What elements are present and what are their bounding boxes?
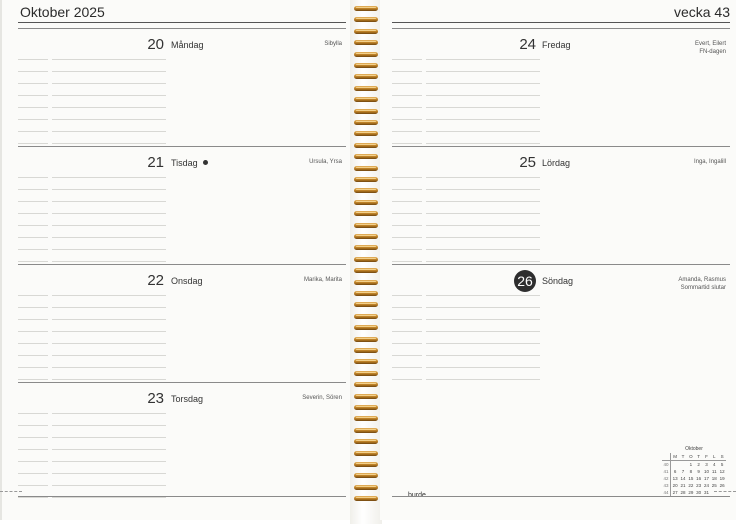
spiral-coil xyxy=(354,86,378,91)
name-day xyxy=(695,40,726,56)
mini-calendar-weekdays xyxy=(662,453,726,461)
day-block-tuesday[interactable] xyxy=(18,146,346,265)
spiral-coil xyxy=(354,143,378,148)
holiday-text: FN-dagen xyxy=(699,49,726,55)
week-column-header xyxy=(662,453,671,461)
writing-lines[interactable] xyxy=(392,166,540,262)
week-title: vecka 43 xyxy=(673,4,730,20)
week-number: 41 xyxy=(662,468,671,475)
date-cell: 1 xyxy=(689,462,693,467)
date-cell: 5 xyxy=(720,462,724,467)
spiral-coil xyxy=(354,188,378,193)
spiral-coil xyxy=(354,394,378,399)
spiral-coil xyxy=(354,234,378,239)
week-number: 43 xyxy=(662,482,671,489)
date-cell: 30 xyxy=(696,490,702,495)
weekday-label: M xyxy=(671,453,680,461)
spiral-coil xyxy=(354,439,378,444)
day-name: Söndag xyxy=(542,276,574,286)
date-cell xyxy=(679,461,687,469)
day-name: Tisdag xyxy=(171,158,198,168)
spiral-coil xyxy=(354,131,378,136)
day-block-sunday[interactable] xyxy=(392,264,730,383)
week-number: 42 xyxy=(662,475,671,482)
name-day-text: Severin, Sören xyxy=(302,395,342,401)
writing-lines[interactable] xyxy=(18,48,166,144)
date-cell: 8 xyxy=(689,469,693,474)
spiral-coil xyxy=(354,314,378,319)
spiral-coil xyxy=(354,280,378,285)
full-moon-icon xyxy=(203,160,208,165)
date-cell: 4 xyxy=(712,462,716,467)
date-cell: 22 xyxy=(688,483,694,488)
right-page xyxy=(380,0,736,520)
day-divider xyxy=(18,382,346,383)
date-cell: 27 xyxy=(672,490,678,495)
spiral-coil xyxy=(354,74,378,79)
spiral-coil xyxy=(354,291,378,296)
date-cell: 20 xyxy=(672,483,678,488)
date-cell: 11 xyxy=(711,469,717,474)
week-number: 40 xyxy=(662,461,671,469)
name-day xyxy=(678,276,726,292)
corner-fold-mark xyxy=(714,470,736,492)
date-cell: 26 xyxy=(719,483,725,488)
day-number: 20 xyxy=(147,36,164,53)
bottom-rule xyxy=(392,496,730,497)
spiral-coil xyxy=(354,496,378,501)
date-cell: 17 xyxy=(703,476,709,481)
spiral-coil xyxy=(354,485,378,490)
spiral-coil xyxy=(354,52,378,57)
spiral-coil xyxy=(354,109,378,114)
day-divider xyxy=(18,146,346,147)
date-cell: 23 xyxy=(696,483,702,488)
spiral-coil xyxy=(354,63,378,68)
date-cell: 31 xyxy=(703,490,709,495)
spiral-coil xyxy=(354,40,378,45)
weekday-label: T xyxy=(695,453,703,461)
bottom-rule xyxy=(18,496,346,497)
day-name: Torsdag xyxy=(171,394,204,404)
name-day-text: Ursula, Yrsa xyxy=(309,159,342,165)
spiral-coil xyxy=(354,223,378,228)
day-number: 21 xyxy=(147,154,164,171)
name-day xyxy=(324,40,342,48)
spiral-coil xyxy=(354,405,378,410)
date-cell: 29 xyxy=(688,490,694,495)
name-day-text: Amanda, Rasmus xyxy=(678,277,726,283)
day-block-monday[interactable] xyxy=(18,28,346,147)
month-title: Oktober 2025 xyxy=(20,4,105,20)
spiral-coil xyxy=(354,462,378,467)
spiral-coil xyxy=(354,302,378,307)
writing-lines[interactable] xyxy=(18,284,166,380)
day-divider xyxy=(392,146,730,147)
date-cell: 10 xyxy=(703,469,709,474)
date-cell: 15 xyxy=(688,476,694,481)
spiral-coil xyxy=(354,473,378,478)
day-block-thursday[interactable] xyxy=(18,382,346,501)
day-block-wednesday[interactable] xyxy=(18,264,346,383)
spiral-coil xyxy=(354,257,378,262)
writing-lines[interactable] xyxy=(18,166,166,262)
weekday-label: O xyxy=(687,453,695,461)
spiral-coil xyxy=(354,166,378,171)
spiral-coil xyxy=(354,177,378,182)
spiral-coil xyxy=(354,325,378,330)
writing-lines[interactable] xyxy=(392,48,540,144)
day-number: 24 xyxy=(519,36,536,53)
date-cell: 24 xyxy=(703,483,709,488)
name-day-text: Sibylla xyxy=(324,41,342,47)
spiral-coil xyxy=(354,120,378,125)
date-cell: 16 xyxy=(696,476,702,481)
date-cell: 9 xyxy=(697,469,700,474)
day-number: 25 xyxy=(519,154,536,171)
holiday-text: Sommartid slutar xyxy=(680,285,726,291)
day-divider xyxy=(392,264,730,265)
spiral-coil xyxy=(354,211,378,216)
spiral-coil xyxy=(354,348,378,353)
mini-calendar-title: Oktober xyxy=(685,446,703,452)
day-block-friday[interactable] xyxy=(392,28,730,147)
left-page xyxy=(0,0,352,520)
spiral-coil xyxy=(354,337,378,342)
day-divider xyxy=(18,264,346,265)
date-cell: 12 xyxy=(719,469,725,474)
spiral-binding xyxy=(350,0,382,524)
date-cell: 19 xyxy=(719,476,725,481)
date-cell: 28 xyxy=(680,490,686,495)
date-cell: 25 xyxy=(711,483,717,488)
date-cell: 21 xyxy=(680,483,686,488)
day-number: 22 xyxy=(147,272,164,289)
writing-lines[interactable] xyxy=(392,284,540,380)
date-cell: 7 xyxy=(681,469,685,474)
date-cell: 2 xyxy=(697,462,700,467)
day-name: Måndag xyxy=(171,40,204,50)
date-cell: 18 xyxy=(711,476,717,481)
date-cell: 14 xyxy=(680,476,686,481)
spiral-coil xyxy=(354,154,378,159)
spiral-coil xyxy=(354,268,378,273)
date-cell: 3 xyxy=(705,462,708,467)
name-day xyxy=(304,276,342,284)
spiral-coil xyxy=(354,29,378,34)
weekday-label: F xyxy=(703,453,711,461)
day-block-saturday[interactable] xyxy=(392,146,730,265)
header-rule xyxy=(18,22,346,23)
header-rule xyxy=(392,22,730,23)
spiral-coil xyxy=(354,416,378,421)
day-number-highlighted: 26 xyxy=(514,270,536,292)
spiral-coil xyxy=(354,245,378,250)
spiral-coil xyxy=(354,200,378,205)
day-number: 23 xyxy=(147,390,164,407)
name-day-text: Inga, Ingalill xyxy=(693,159,726,165)
name-day xyxy=(694,158,726,166)
date-cell: 13 xyxy=(672,476,678,481)
spiral-coil xyxy=(354,359,378,364)
corner-fold-mark xyxy=(0,470,22,492)
name-day xyxy=(302,394,342,402)
writing-lines[interactable] xyxy=(18,402,166,498)
day-name: Fredag xyxy=(542,40,571,50)
mini-calendar-week-row xyxy=(662,461,726,469)
name-day-text: Evert, Eilert xyxy=(694,41,726,47)
name-day-text: Marika, Marita xyxy=(303,277,342,283)
day-name: Lördag xyxy=(542,158,571,168)
spiral-coil xyxy=(354,6,378,11)
weekday-label: S xyxy=(718,453,726,461)
date-cell: 6 xyxy=(673,469,677,474)
weekday-label: L xyxy=(710,453,718,461)
date-cell xyxy=(671,461,680,469)
spiral-coil xyxy=(354,451,378,456)
spiral-coil xyxy=(354,97,378,102)
name-day xyxy=(309,158,342,166)
week-number: 44 xyxy=(662,489,671,496)
day-divider xyxy=(392,28,730,29)
spiral-coil xyxy=(354,382,378,387)
day-divider xyxy=(18,28,346,29)
spiral-coil xyxy=(354,17,378,22)
spiral-coil xyxy=(354,428,378,433)
weekday-label: T xyxy=(679,453,687,461)
spiral-coil xyxy=(354,371,378,376)
day-name: Onsdag xyxy=(171,276,203,286)
